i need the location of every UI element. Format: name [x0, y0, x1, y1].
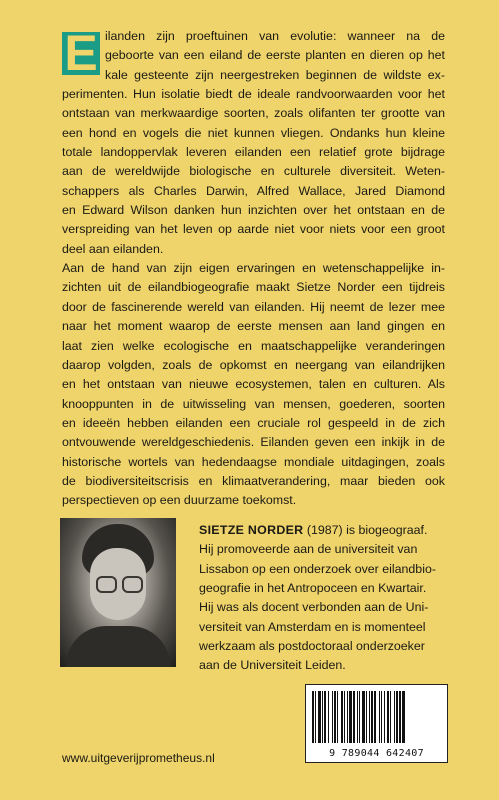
- barcode-bar: [315, 691, 316, 743]
- bio-line: aan de Universiteit Leiden.: [199, 658, 346, 673]
- author-photo: [60, 518, 176, 667]
- barcode-bar: [369, 691, 370, 743]
- text-line: naar het moment waarop de eerste mensen aan land gingen en: [62, 319, 445, 334]
- barcode-bar: [402, 691, 405, 743]
- text-line: kale gesteente zijn neergestreken beginnen de wildste ex-: [105, 67, 445, 82]
- text-line: en Edward Wilson danken hun inzichten over het ontstaan en de: [62, 203, 445, 218]
- text-line: zichten uit de eilandbiogeografie maakt Sietze Norder een tijdreis: [62, 280, 445, 295]
- barcode-bar: [337, 691, 338, 743]
- barcode-bar: [322, 691, 323, 743]
- text-line: ilanden zijn proeftuinen van evolutie: wanneer na de: [105, 29, 445, 43]
- barcode-bar: [332, 691, 333, 743]
- barcode-bar: [396, 691, 398, 743]
- bio-line: Hij promoveerde aan de universiteit van: [199, 542, 418, 557]
- barcode-bar: [387, 691, 389, 743]
- barcode-bar: [362, 691, 365, 743]
- text-line: Aan de hand van zijn eigen ervaringen en wetenschappelijke in-: [62, 261, 445, 276]
- text-line: en het ontstaan van nieuwe ecosystemen, talen en culturen. Als: [62, 377, 445, 392]
- author-name: SIETZE NORDER: [199, 523, 304, 537]
- bio-line: Lissabon op een onderzoek over eilandbio-: [199, 561, 436, 576]
- bio-line: SIETZE NORDER (1987) is biogeograaf.: [199, 523, 428, 537]
- bio-line: werkzaam als postdoctoraal onderzoeker: [199, 639, 425, 654]
- barcode-bar: [344, 691, 345, 743]
- barcode-bar: [324, 691, 326, 743]
- text-line: door de fascinerende wereld van eilanden. Hij neemt de lezer mee: [62, 299, 445, 314]
- text-line: aan de wereldwijde biologische en culturele diversiteit. Weten-: [62, 164, 445, 179]
- barcode-bar: [334, 691, 336, 743]
- barcode-bars: [312, 691, 441, 743]
- bio-line: versiteit van Amsterdam en is momenteel: [199, 619, 426, 634]
- text-line: schappers als Charles Darwin, Alfred Wallace, Jared Diamond: [62, 183, 445, 198]
- isbn-barcode: [305, 684, 448, 763]
- publisher-website[interactable]: www.uitgeverijprometheus.nl: [62, 751, 215, 765]
- barcode-bar: [390, 691, 391, 743]
- text-line: ontvouwende wereldgeschiedenis. Eilanden geven een inkijk in de: [62, 435, 445, 450]
- text-line: verspreiding van het leven op aarde niet voor niets voor een groot: [62, 222, 445, 237]
- barcode-bar: [379, 691, 380, 743]
- bio-line: Hij was als docent verbonden aan de Uni-: [199, 600, 429, 615]
- text-line: en ideeën hebben eilanden een cruciale rol gespeeld in de zich: [62, 415, 445, 430]
- barcode-bar: [381, 691, 382, 743]
- text-line: totale landoppervlak leveren eilanden een relatief grote bijdrage: [62, 145, 445, 160]
- text-line: geboorte van een eiland de eerste planten en dieren op het: [105, 48, 445, 63]
- barcode-bar: [353, 691, 355, 743]
- barcode-bar: [347, 691, 348, 743]
- barcode-bar: [328, 691, 329, 743]
- text-line: laat zien welke ecologische en maatschappelijke veranderingen: [62, 338, 445, 353]
- barcode-bar: [371, 691, 373, 743]
- description-paragraph-1: [62, 27, 445, 511]
- bio-line: geografie in het Antropoceen en Kwartair.: [199, 581, 427, 596]
- barcode-bar: [366, 691, 367, 743]
- text-line: ontstaan van merkwaardige soorten, zoals olifanten ter grootte van: [62, 106, 445, 121]
- text-line: knooppunten in de uitwisseling van mensen, goederen, soorten: [62, 396, 445, 411]
- text-line: perimenten. Hun isolatie biedt de ideale randvoorwaarden voor het: [62, 87, 445, 102]
- drop-cap: E: [62, 32, 100, 75]
- barcode-bar: [399, 691, 401, 743]
- barcode-bar: [341, 691, 343, 743]
- text-line: daarop volgden, zoals de opkomst en neergang van eilandrijken: [62, 357, 445, 372]
- barcode-bar: [349, 691, 352, 743]
- text-line: de biodiversiteitscrisis en klimaatverandering, maar bieden ook: [62, 473, 445, 488]
- text-line: een hond en vogels die niet kunnen vliegen. Ondanks hun kleine: [62, 125, 445, 140]
- text-line: deel aan eilanden.: [62, 241, 164, 256]
- barcode-bar: [312, 691, 314, 743]
- barcode-bar: [374, 691, 376, 743]
- barcode-bar: [394, 691, 395, 743]
- barcode-bar: [318, 691, 321, 743]
- barcode-bar: [359, 691, 360, 743]
- author-bio: [199, 521, 447, 676]
- barcode-bar: [357, 691, 358, 743]
- barcode-digits: 9 789044 642407: [329, 748, 424, 759]
- text-line: perspectieven op een duurzame toekomst.: [62, 493, 297, 508]
- text-line: historische wortels van hedendaagse mondiale uitdagingen, zoals: [62, 454, 445, 469]
- barcode-bar: [384, 691, 385, 743]
